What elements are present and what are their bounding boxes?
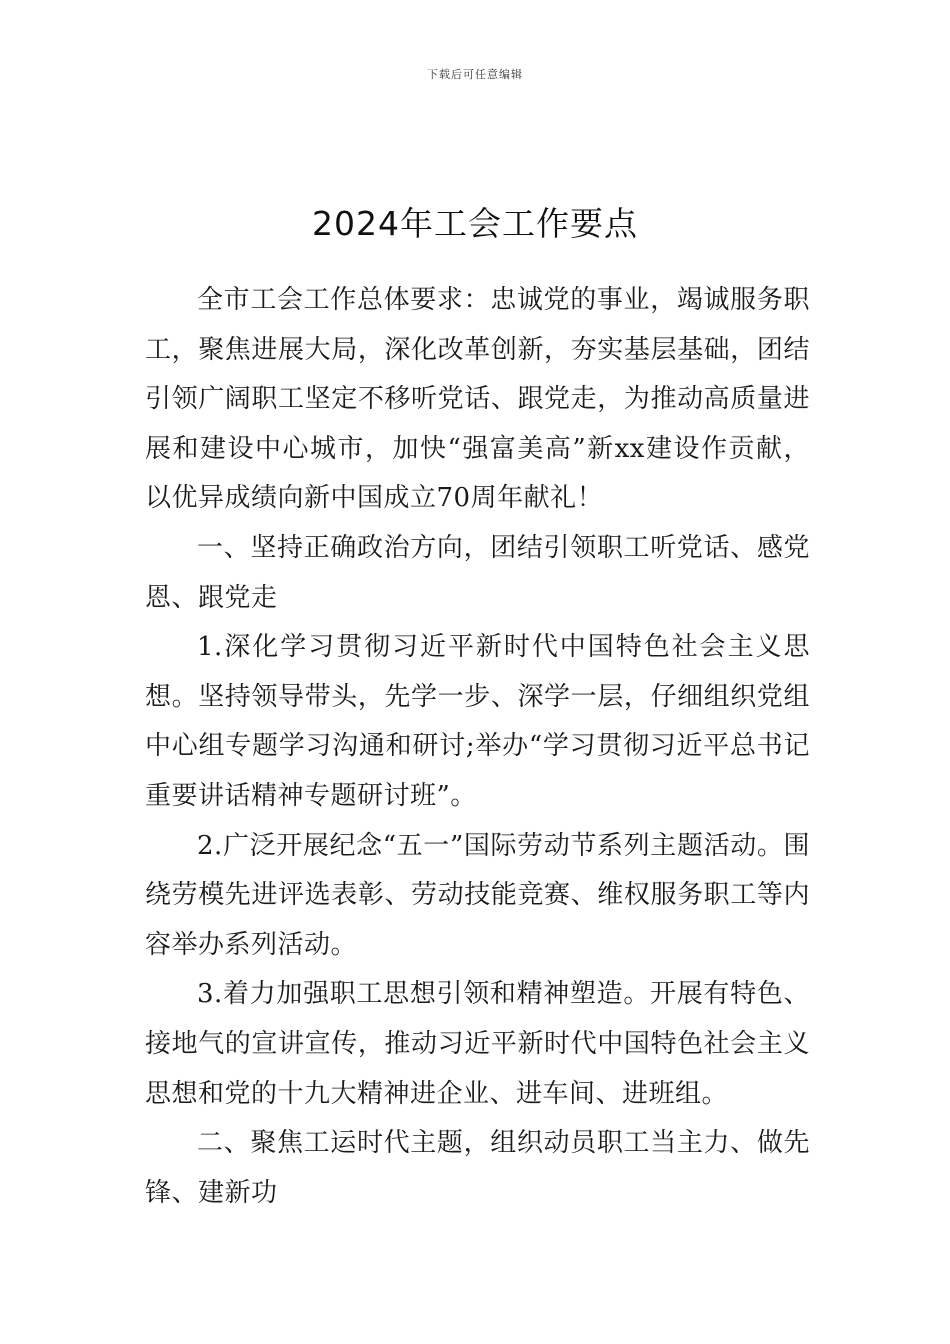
document-body <box>145 276 810 1218</box>
section-heading-two: 二、聚焦工运时代主题，组织动员职工当主力、做先锋、建新功 <box>145 1128 810 1208</box>
paragraph-item-2: 2.广泛开展纪念“五一”国际劳动节系列主题活动。围绕劳模先进评选表彰、劳动技能竞赛、维权服务职工等内容举办系列活动。 <box>145 830 810 960</box>
section-heading-one: 一、坚持正确政治方向，团结引领职工听党话、感党恩、跟党走 <box>145 532 810 613</box>
document-title: 2024年工会工作要点 <box>312 204 638 244</box>
paragraph-item-3: 3.着力加强职工思想引领和精神塑造。开展有特色、接地气的宣讲宣传，推动习近平新时代中国特色社会主义思想和党的十九大精神进企业、进车间、进班组。 <box>145 979 810 1109</box>
header-note: 下载后可任意编辑 <box>427 68 523 81</box>
paragraph-overall-requirements: 全市工会工作总体要求：忠诚党的事业，竭诚服务职工，聚焦进展大局，深化改革创新，夯实基层基础，团结引领广阔职工坚定不移听党话、跟党走，为推动高质量进展和建设中心城市，加快“强富美高”新xx建设作贡献，以优异成绩向新中国成立70周年献礼！ <box>145 285 810 514</box>
paragraph-item-1: 1.深化学习贯彻习近平新时代中国特色社会主义思想。坚持领导带头，先学一步、深学一层，仔细组织党组中心组专题学习沟通和研讨;举办“学习贯彻习近平总书记重要讲话精神专题研讨班”。 <box>145 632 810 811</box>
